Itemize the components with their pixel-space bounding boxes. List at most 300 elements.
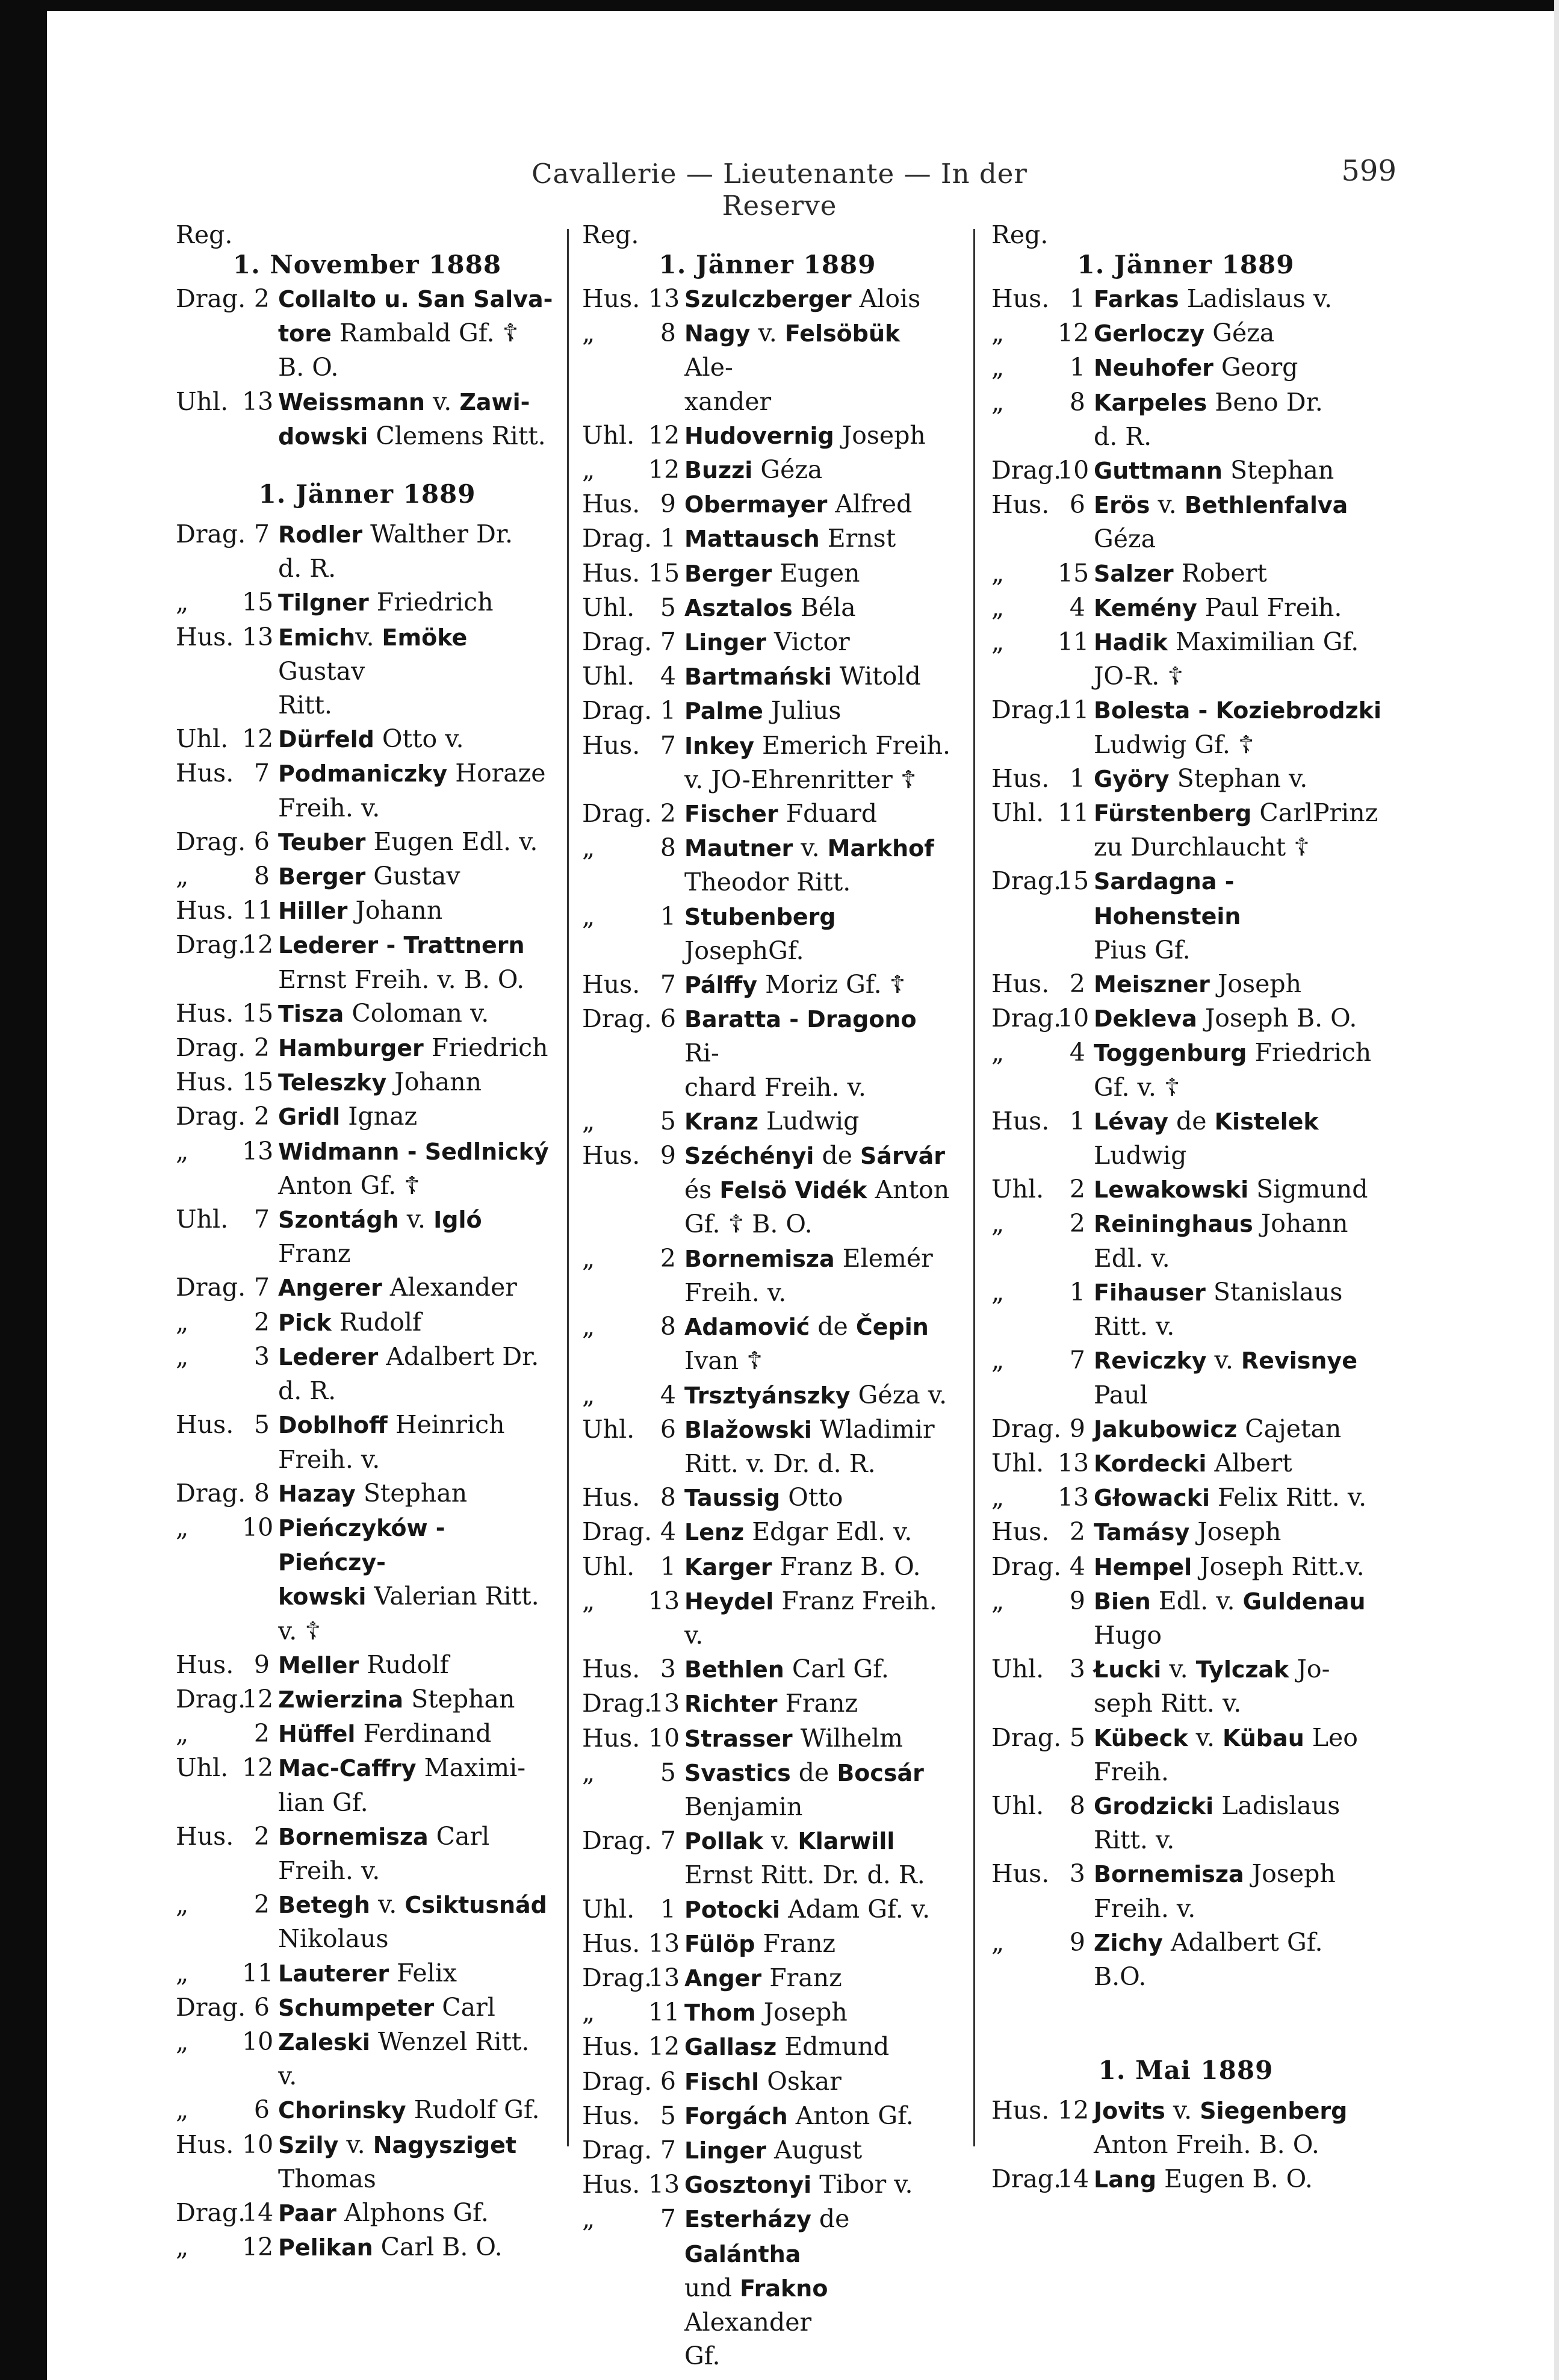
surname: Čepin xyxy=(855,1314,929,1341)
officer-name xyxy=(278,620,560,722)
regiment-type: Drag. xyxy=(176,1033,246,1063)
surname: Tylczak xyxy=(1195,1656,1289,1683)
name-detail: v. xyxy=(355,622,382,651)
regiment-number: 12 xyxy=(648,2032,680,2062)
name-detail: Otto v. xyxy=(374,724,464,754)
regiment-number: 15 xyxy=(242,1067,274,1097)
name-detail: Rudolf xyxy=(359,1650,449,1679)
entry-row xyxy=(581,2133,954,2167)
regiment-type: „ xyxy=(176,1958,189,1987)
name-detail: Theodor Ritt. xyxy=(684,868,851,897)
entry-row xyxy=(581,418,954,453)
entry-row xyxy=(990,625,1381,693)
entry-row xyxy=(581,694,954,728)
regiment-number: 3 xyxy=(1069,1655,1085,1684)
name-detail: Oskar xyxy=(759,2066,841,2096)
entry-row xyxy=(175,2196,560,2230)
entry-row xyxy=(581,1721,954,1756)
regiment-number: 1 xyxy=(1069,1277,1085,1307)
surname: Csiktusnád xyxy=(404,1892,547,1919)
name-detail: August xyxy=(766,2135,863,2164)
regiment-number: 7 xyxy=(660,627,676,657)
name-detail: Stephan xyxy=(355,1478,468,1508)
officer-name xyxy=(1094,591,1381,625)
entry-row xyxy=(581,487,954,521)
name-detail: CarlPrinz zu Durchlaucht ☦ xyxy=(1094,798,1378,862)
name-detail: Eugen B. O. xyxy=(1156,2164,1313,2193)
regiment-type: „ xyxy=(991,318,1005,348)
entry-row xyxy=(581,556,954,591)
surname: Erös xyxy=(1094,492,1150,519)
regiment-number: 8 xyxy=(1069,1791,1085,1820)
name-detail: Julius xyxy=(763,696,841,725)
entry-row xyxy=(581,1481,954,1515)
section-date: 1. Mai 1889 xyxy=(1098,2055,1274,2086)
regiment-type: Hus. xyxy=(991,969,1050,999)
officer-name xyxy=(684,1550,954,1584)
entry-row xyxy=(175,385,560,453)
officer-name xyxy=(1094,1515,1381,1549)
name-detail: Franz xyxy=(755,1928,835,1958)
name-detail: Johann xyxy=(386,1067,482,1097)
regiment-type: „ xyxy=(991,1346,1005,1375)
entry-row xyxy=(581,831,954,899)
entry-row xyxy=(175,1031,560,1065)
entry-row xyxy=(990,762,1381,796)
surname: Bolesta - Koziebrodzki xyxy=(1094,697,1381,724)
name-detail: v. xyxy=(1161,1655,1196,1684)
name-detail: Ludwig xyxy=(758,1106,860,1136)
entry-row xyxy=(581,2167,954,2202)
surname: Gridl xyxy=(278,1104,341,1131)
regiment-type: „ xyxy=(582,1312,595,1341)
regiment-number: 8 xyxy=(253,1478,270,1508)
name-detail: Alfred xyxy=(827,489,913,519)
name-detail: Franz xyxy=(278,1239,351,1269)
regiment-number: 7 xyxy=(660,2204,676,2234)
officer-name xyxy=(278,1270,560,1305)
regiment-type: Hus. xyxy=(582,2170,640,2199)
entry-row xyxy=(990,591,1381,625)
surname: Bethlenfalva xyxy=(1184,492,1348,519)
officer-name xyxy=(684,316,954,418)
name-detail: v. xyxy=(338,2130,373,2159)
regiment-type: Hus. xyxy=(991,1859,1050,1889)
surname: Teleszky xyxy=(278,1069,387,1096)
name-detail: Anton Gf. ☦ B. O. xyxy=(684,1175,950,1239)
name-detail: Joseph xyxy=(1209,969,1302,999)
surname: Fihauser xyxy=(1094,1279,1206,1306)
name-detail: Géza xyxy=(1094,524,1156,554)
surname: Bien xyxy=(1094,1588,1151,1615)
name-detail: Robert xyxy=(1173,558,1267,588)
name-detail: Felix xyxy=(389,1958,457,1987)
surname: Tamásy xyxy=(1094,1519,1190,1546)
name-detail: Ernst Ritt. Dr. d. R. xyxy=(684,1860,925,1890)
regiment-type: Drag. xyxy=(582,2066,652,2096)
regiment-type: Uhl. xyxy=(991,1175,1044,1204)
officer-name xyxy=(684,1756,954,1824)
regiment-number: 12 xyxy=(242,724,274,754)
surname: Reviczky xyxy=(1094,1347,1207,1375)
name-detail: Alois xyxy=(851,284,921,313)
regiment-type: Uhl. xyxy=(991,798,1044,828)
entry-row xyxy=(581,1892,954,1927)
officer-name xyxy=(278,1819,560,1888)
surname: Emöke xyxy=(382,624,468,651)
entry-row xyxy=(175,585,560,620)
regiment-type: Hus. xyxy=(582,730,640,760)
entry-row xyxy=(581,2099,954,2133)
name-detail: Pius Gf. xyxy=(1094,935,1191,965)
regiment-type: Drag. xyxy=(582,696,652,725)
officer-name xyxy=(1094,625,1381,693)
surname: Klarwill xyxy=(798,1828,895,1855)
entry-row xyxy=(581,1756,954,1824)
entry-row xyxy=(990,1104,1381,1172)
regiment-type: Hus. xyxy=(582,1723,640,1753)
name-detail: Eugen Edl. v. xyxy=(365,827,538,856)
regiment-type: Hus. xyxy=(991,490,1050,520)
regiment-number: 4 xyxy=(1069,592,1085,622)
officer-name xyxy=(684,521,954,556)
regiment-number: 13 xyxy=(648,1586,680,1615)
surname: Kordecki xyxy=(1094,1450,1207,1477)
name-detail: Nikolaus xyxy=(278,1924,389,1954)
regiment-number: 11 xyxy=(1058,627,1089,657)
surname: Farkas xyxy=(1094,286,1179,312)
regiment-number: 8 xyxy=(1069,387,1085,417)
surname: Hudovernig xyxy=(684,422,834,449)
entry-row xyxy=(581,1652,954,1686)
entry-row xyxy=(990,1036,1381,1104)
officer-name xyxy=(1094,1207,1381,1275)
officer-name xyxy=(1094,1550,1381,1584)
regiment-type: Hus. xyxy=(582,489,640,519)
regiment-type: Drag. xyxy=(582,1826,652,1856)
regiment-number: 2 xyxy=(1069,1175,1085,1204)
surname: Karpeles xyxy=(1094,389,1207,416)
name-detail: Gustav xyxy=(365,862,460,891)
name-detail: v. xyxy=(1165,2096,1200,2125)
regiment-number: 7 xyxy=(660,1826,676,1856)
surname: Stubenberg xyxy=(684,903,836,930)
name-detail: Victor xyxy=(766,627,850,657)
entry-row xyxy=(175,1065,560,1099)
name-detail: Jo- seph Ritt. v. xyxy=(1094,1655,1330,1718)
regiment-number: 6 xyxy=(660,1004,676,1034)
name-detail: Emerich Freih. v. JO-Ehrenritter ☦ xyxy=(684,730,951,794)
officer-name xyxy=(278,1099,560,1134)
surname: Svastics xyxy=(684,1759,791,1786)
regiment-type: „ xyxy=(582,833,595,863)
surname: Revisnye xyxy=(1241,1347,1357,1375)
entry-row xyxy=(990,2162,1381,2196)
regiment-type: „ xyxy=(582,1380,595,1409)
regiment-type: Hus. xyxy=(176,1067,234,1097)
regiment-type: „ xyxy=(582,1998,595,2027)
officer-name xyxy=(684,1481,954,1515)
surname: Gosztonyi xyxy=(684,2172,812,2199)
surname: Lederer - Trattnern xyxy=(278,932,525,959)
name-detail: Rudolf Gf. xyxy=(406,2095,540,2125)
name-detail: Joseph Freih. v. xyxy=(1094,1859,1336,1923)
regiment-number: 15 xyxy=(1058,558,1089,588)
name-detail: Stephan xyxy=(403,1684,515,1714)
regiment-number: 15 xyxy=(242,588,274,617)
name-detail: Edgar Edl. v. xyxy=(744,1517,913,1547)
officer-name xyxy=(278,928,560,996)
regiment-type: Hus. xyxy=(991,284,1050,313)
officer-name xyxy=(278,1648,560,1682)
regiment-number: 4 xyxy=(660,1380,676,1409)
officer-name xyxy=(684,418,954,453)
surname: Széchényi xyxy=(684,1143,814,1170)
officer-name xyxy=(1094,385,1381,453)
surname: Gallasz xyxy=(684,2034,777,2061)
regiment-number: 14 xyxy=(1058,2164,1089,2193)
surname: Meiszner xyxy=(1094,971,1210,998)
officer-name xyxy=(278,1065,560,1099)
officer-name xyxy=(278,2196,560,2230)
name-detail: v. xyxy=(398,1205,434,1234)
officer-name xyxy=(684,694,954,728)
regiment-number: 1 xyxy=(660,1894,676,1924)
regiment-type: „ xyxy=(176,1890,189,1919)
name-detail: Edl. v. xyxy=(1150,1586,1243,1615)
name-detail: Cajetan xyxy=(1237,1414,1342,1443)
regiment-number: 7 xyxy=(253,1273,270,1302)
name-detail: Anton Gf. xyxy=(787,2101,914,2130)
entry-row xyxy=(990,1721,1381,1789)
regiment-number: 1 xyxy=(1069,353,1085,382)
officer-name xyxy=(684,1824,954,1892)
regiment-type: Uhl. xyxy=(582,1894,635,1924)
entry-row xyxy=(990,1412,1381,1446)
regiment-type: Drag. xyxy=(991,695,1062,725)
name-detail: Edmund xyxy=(776,2032,890,2062)
entry-row xyxy=(990,967,1381,1001)
regiment-number: 15 xyxy=(242,998,274,1028)
regiment-type: Drag. xyxy=(582,2135,652,2164)
regiment-number: 12 xyxy=(242,1684,274,1714)
officer-name xyxy=(1094,1584,1381,1652)
officer-name xyxy=(684,1378,954,1412)
officer-name xyxy=(684,2099,954,2133)
officer-name xyxy=(684,899,954,968)
regiment-number: 12 xyxy=(242,930,274,960)
name-detail: Joseph Ritt.v. xyxy=(1192,1552,1365,1581)
regiment-type: „ xyxy=(991,558,1005,588)
surname: Frakno xyxy=(740,2275,828,2302)
regiment-number: 2 xyxy=(660,1243,676,1273)
officer-name xyxy=(684,591,954,625)
regiment-number: 3 xyxy=(660,1655,676,1684)
entry-row xyxy=(581,1961,954,1995)
name-detail: Ladislaus v. xyxy=(1179,284,1333,313)
surname: Heydel xyxy=(684,1588,774,1615)
page-number: 599 xyxy=(1341,154,1396,188)
regiment-type: Hus. xyxy=(176,998,234,1028)
name-detail: Ernst Freih. v. B. O. xyxy=(278,965,525,994)
surname: Schumpeter xyxy=(278,1994,435,2021)
regiment-number: 10 xyxy=(1058,456,1089,485)
surname: Baratta - Dragono xyxy=(684,1006,917,1033)
surname: Fülöp xyxy=(684,1930,755,1957)
regiment-type: „ xyxy=(991,627,1005,657)
regiment-type: Drag. xyxy=(176,1102,246,1131)
regiment-number: 7 xyxy=(660,2135,676,2164)
regiment-type: „ xyxy=(991,1277,1005,1307)
regiment-number: 13 xyxy=(242,1136,274,1166)
regiment-number: 4 xyxy=(1069,1038,1085,1067)
regiment-type: Drag. xyxy=(991,1552,1062,1581)
name-detail: Carl Freih. v. xyxy=(278,1821,490,1885)
name-detail: Rambald Gf. ☦ B. O. xyxy=(278,318,519,382)
surname: Asztalos xyxy=(684,594,793,621)
name-detail: Sigmund xyxy=(1248,1175,1368,1204)
scan-edge-left xyxy=(0,0,47,2380)
surname: Pick xyxy=(278,1309,332,1336)
name-detail: Maximilian Gf. JO-R. ☦ xyxy=(1094,627,1359,691)
officer-name xyxy=(278,1031,560,1065)
name-detail: Géza xyxy=(752,455,823,485)
name-detail: Anton Gf. ☦ xyxy=(278,1170,420,1200)
officer-name xyxy=(278,1202,560,1270)
regiment-number: 9 xyxy=(253,1650,270,1679)
surname: Bethlen xyxy=(684,1656,784,1683)
surname: Galántha xyxy=(684,2240,801,2267)
regiment-number: 2 xyxy=(253,1033,270,1063)
name-detail: Alexander Gf. xyxy=(684,2307,812,2371)
regiment-number: 1 xyxy=(660,1552,676,1581)
name-detail: Joseph xyxy=(834,420,926,450)
surname: Dürfeld xyxy=(278,726,374,753)
regiment-number: 11 xyxy=(242,896,274,925)
regiment-number: 2 xyxy=(1069,1209,1085,1238)
entry-row xyxy=(990,1584,1381,1652)
surname: Łucki xyxy=(1094,1656,1162,1683)
surname: Zwierzina xyxy=(278,1686,404,1713)
entry-row xyxy=(581,729,954,797)
entry-row xyxy=(581,1139,954,1241)
regiment-type: „ xyxy=(176,2027,189,2056)
regiment-type: Drag. xyxy=(582,1689,652,1718)
name-detail: Anton Freih. B. O. xyxy=(1094,2130,1319,2160)
name-detail: v. xyxy=(793,833,828,863)
entry-row xyxy=(581,591,954,625)
regiment-number: 13 xyxy=(648,1963,680,1992)
regiment-type: Drag. xyxy=(176,1992,246,2022)
officer-name xyxy=(1094,282,1381,316)
regiment-type: Hus. xyxy=(991,1106,1050,1136)
officer-name xyxy=(278,859,560,893)
surname: Zichy xyxy=(1094,1929,1163,1956)
regiment-number: 2 xyxy=(253,1307,270,1337)
surname: Felsö Vidék xyxy=(719,1177,867,1204)
entry-row xyxy=(581,797,954,831)
entry-row xyxy=(990,385,1381,453)
regiment-number: 7 xyxy=(253,1205,270,1234)
name-detail: Wladimir Ritt. v. Dr. d. R. xyxy=(684,1414,935,1478)
regiment-number: 1 xyxy=(1069,1106,1085,1136)
officer-name xyxy=(1094,864,1381,967)
name-detail: Wenzel Ritt. v. xyxy=(278,2027,530,2091)
regiment-type: „ xyxy=(991,1483,1005,1512)
regiment-type: „ xyxy=(176,1719,189,1748)
name-detail: Felix Ritt. v. xyxy=(1209,1483,1367,1512)
scan-edge-right xyxy=(1554,0,1559,2380)
name-detail: v. xyxy=(1206,1346,1241,1375)
name-detail: Johann xyxy=(347,896,443,925)
surname: Kistelek xyxy=(1214,1108,1319,1135)
officer-name xyxy=(684,1892,954,1927)
name-detail: Carl Gf. xyxy=(784,1655,889,1684)
regiment-type: „ xyxy=(176,2095,189,2125)
regiment-type: Uhl. xyxy=(582,1552,635,1581)
surname: Zawi- dowski xyxy=(278,388,530,450)
regiment-number: 7 xyxy=(660,730,676,760)
regiment-number: 12 xyxy=(648,420,680,450)
entry-row xyxy=(990,1652,1381,1720)
surname: Teuber xyxy=(278,828,366,856)
officer-name xyxy=(684,2133,954,2167)
surname: Pelikan xyxy=(278,2234,373,2261)
regiment-type: Hus. xyxy=(582,1483,640,1512)
officer-name xyxy=(278,1717,560,1751)
regiment-number: 13 xyxy=(242,622,274,651)
entry-row xyxy=(990,796,1381,864)
regiment-type: Drag. xyxy=(991,2164,1062,2193)
officer-name xyxy=(1094,693,1381,761)
entry-row xyxy=(990,2093,1381,2161)
surname: Inkey xyxy=(684,732,754,759)
surname: Guldenau xyxy=(1242,1588,1366,1615)
surname: Jakubowicz xyxy=(1094,1415,1238,1443)
name-detail: Hugo xyxy=(1094,1620,1162,1650)
regiment-number: 13 xyxy=(648,1928,680,1958)
regiment-type: Hus. xyxy=(176,1410,234,1440)
entry-row xyxy=(175,756,560,824)
surname: Hiller xyxy=(278,898,348,925)
entry-row xyxy=(581,1686,954,1721)
surname: Kübau xyxy=(1223,1724,1304,1751)
regiment-type: Drag. xyxy=(176,1684,246,1714)
entry-row xyxy=(175,2093,560,2127)
entry-row xyxy=(990,488,1381,556)
regiment-number: 13 xyxy=(242,387,274,416)
regiment-type: Drag. xyxy=(991,866,1062,896)
name-detail: Stephan xyxy=(1222,456,1334,485)
regiment-number: 6 xyxy=(253,1992,270,2022)
regiment-number: 5 xyxy=(660,1757,676,1787)
surname: Taussig xyxy=(684,1485,781,1512)
surname: Györy xyxy=(1094,765,1170,792)
regiment-number: 1 xyxy=(1069,763,1085,793)
name-detail: v. xyxy=(370,1890,405,1919)
surname: Mautner xyxy=(684,835,793,862)
regiment-type: Uhl. xyxy=(176,1205,229,1234)
surname: Bornemisza xyxy=(1094,1861,1244,1888)
entry-row xyxy=(581,1584,954,1652)
officer-name xyxy=(278,996,560,1031)
surname: Widmann - Sedlnický xyxy=(278,1138,549,1165)
surname: Buzzi xyxy=(684,457,753,484)
entry-row xyxy=(990,282,1381,316)
regiment-type: Uhl. xyxy=(582,1414,635,1444)
officer-name xyxy=(278,893,560,928)
regiment-number: 8 xyxy=(660,833,676,863)
